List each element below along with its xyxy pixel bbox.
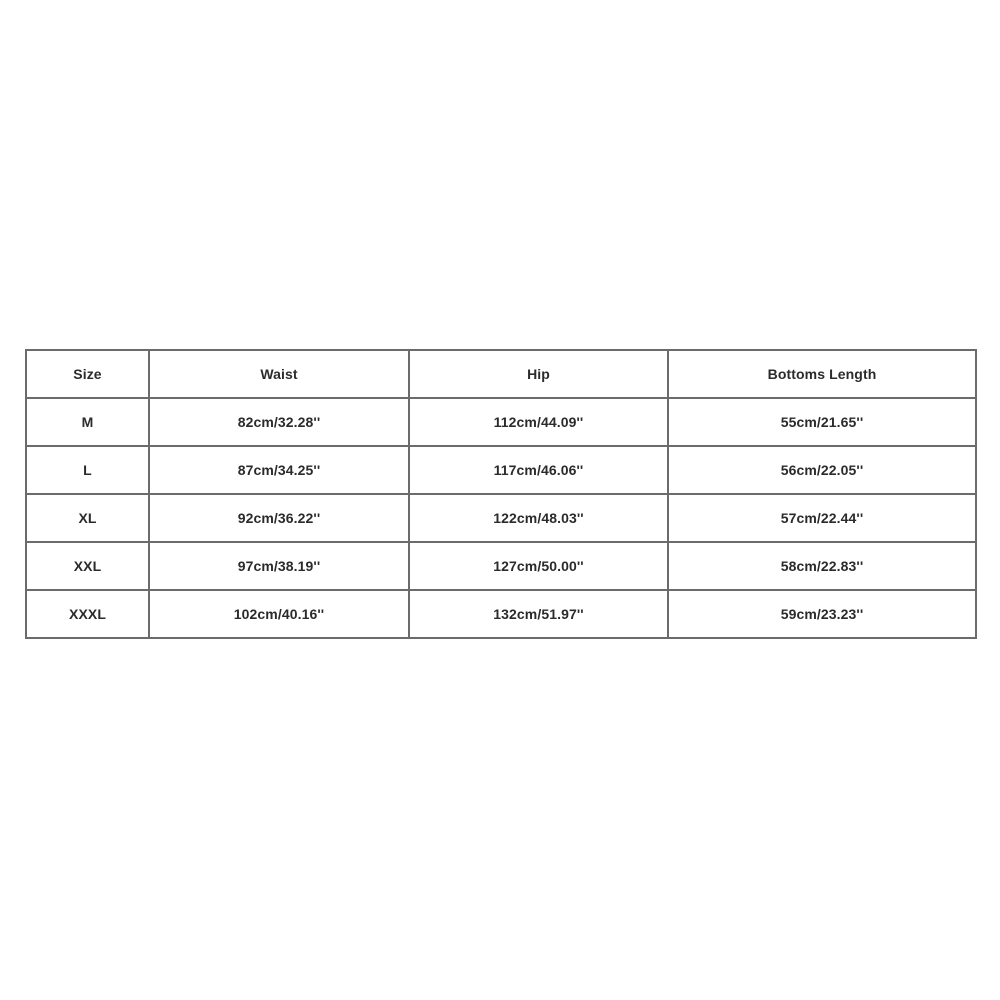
bottoms-length-cell: 56cm/22.05'' xyxy=(668,446,976,494)
hip-cell: 122cm/48.03'' xyxy=(409,494,668,542)
size-cell: L xyxy=(26,446,149,494)
size-cell: XXXL xyxy=(26,590,149,638)
hip-cell: 127cm/50.00'' xyxy=(409,542,668,590)
header-waist: Waist xyxy=(149,350,409,398)
table-row xyxy=(26,542,976,590)
size-cell: M xyxy=(26,398,149,446)
size-cell: XXL xyxy=(26,542,149,590)
table-row xyxy=(26,398,976,446)
header-size: Size xyxy=(26,350,149,398)
bottoms-length-cell: 58cm/22.83'' xyxy=(668,542,976,590)
hip-cell: 117cm/46.06'' xyxy=(409,446,668,494)
hip-cell: 112cm/44.09'' xyxy=(409,398,668,446)
size-chart-table xyxy=(25,349,977,639)
waist-cell: 87cm/34.25'' xyxy=(149,446,409,494)
waist-cell: 102cm/40.16'' xyxy=(149,590,409,638)
waist-cell: 82cm/32.28'' xyxy=(149,398,409,446)
size-cell: XL xyxy=(26,494,149,542)
table-row xyxy=(26,446,976,494)
waist-cell: 92cm/36.22'' xyxy=(149,494,409,542)
bottoms-length-cell: 57cm/22.44'' xyxy=(668,494,976,542)
table-row xyxy=(26,494,976,542)
header-bottoms-length: Bottoms Length xyxy=(668,350,976,398)
bottoms-length-cell: 55cm/21.65'' xyxy=(668,398,976,446)
waist-cell: 97cm/38.19'' xyxy=(149,542,409,590)
hip-cell: 132cm/51.97'' xyxy=(409,590,668,638)
bottoms-length-cell: 59cm/23.23'' xyxy=(668,590,976,638)
table-row xyxy=(26,590,976,638)
table-header-row xyxy=(26,350,976,398)
header-hip: Hip xyxy=(409,350,668,398)
